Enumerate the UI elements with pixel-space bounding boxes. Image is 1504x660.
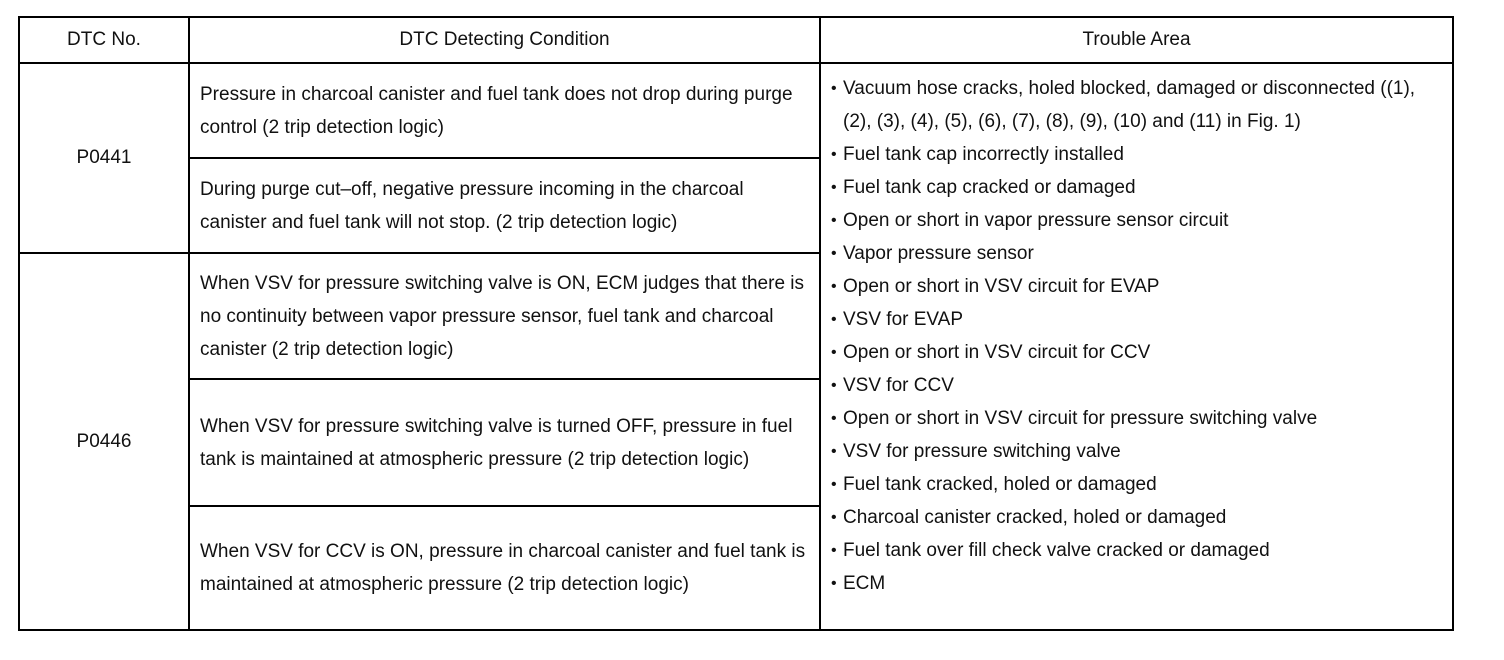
- trouble-item: • ECM: [831, 567, 1442, 600]
- dtc-code-p0446: P0446: [19, 253, 189, 630]
- condition-cell: When VSV for pressure switching valve is turned OFF, pressure in fuel tank is maintained at atmospheric pressure (2 trip detection logic): [189, 379, 820, 506]
- trouble-item: • Vapor pressure sensor: [831, 237, 1442, 270]
- trouble-item: • VSV for EVAP: [831, 303, 1442, 336]
- trouble-item: • Vacuum hose cracks, holed blocked, damaged or disconnected ((1), (2), (3), (4), (5), (6), (7), (8), (9), (10) and (11) in Fig. 1): [831, 72, 1442, 138]
- trouble-item: • VSV for pressure switching valve: [831, 435, 1442, 468]
- trouble-item: • Fuel tank cracked, holed or damaged: [831, 468, 1442, 501]
- trouble-item: • Fuel tank cap cracked or damaged: [831, 171, 1442, 204]
- condition-cell: During purge cut–off, negative pressure incoming in the charcoal canister and fuel tank will not stop. (2 trip detection logic): [189, 158, 820, 253]
- dtc-code-p0441: P0441: [19, 63, 189, 253]
- trouble-item: • VSV for CCV: [831, 369, 1442, 402]
- header-row: [19, 17, 1453, 63]
- dtc-document: [18, 16, 1452, 629]
- trouble-area-cell: [820, 63, 1453, 630]
- table-row: [19, 63, 1453, 158]
- condition-cell: When VSV for pressure switching valve is ON, ECM judges that there is no continuity between vapor pressure sensor, fuel tank and charcoal canister (2 trip detection logic): [189, 253, 820, 379]
- condition-cell: Pressure in charcoal canister and fuel tank does not drop during purge control (2 trip detection logic): [189, 63, 820, 158]
- trouble-area-list: [831, 72, 1442, 600]
- dtc-table: [18, 16, 1454, 631]
- trouble-item: • Open or short in VSV circuit for CCV: [831, 336, 1442, 369]
- trouble-item: • Fuel tank cap incorrectly installed: [831, 138, 1442, 171]
- trouble-item: • Open or short in vapor pressure sensor circuit: [831, 204, 1442, 237]
- trouble-item: • Open or short in VSV circuit for EVAP: [831, 270, 1442, 303]
- trouble-item: • Open or short in VSV circuit for pressure switching valve: [831, 402, 1442, 435]
- header-trouble-area: Trouble Area: [820, 17, 1453, 63]
- header-dtc-no: DTC No.: [19, 17, 189, 63]
- condition-cell: When VSV for CCV is ON, pressure in charcoal canister and fuel tank is maintained at atmospheric pressure (2 trip detection logic): [189, 506, 820, 630]
- header-condition: DTC Detecting Condition: [189, 17, 820, 63]
- trouble-item: • Charcoal canister cracked, holed or damaged: [831, 501, 1442, 534]
- trouble-item: • Fuel tank over fill check valve cracked or damaged: [831, 534, 1442, 567]
